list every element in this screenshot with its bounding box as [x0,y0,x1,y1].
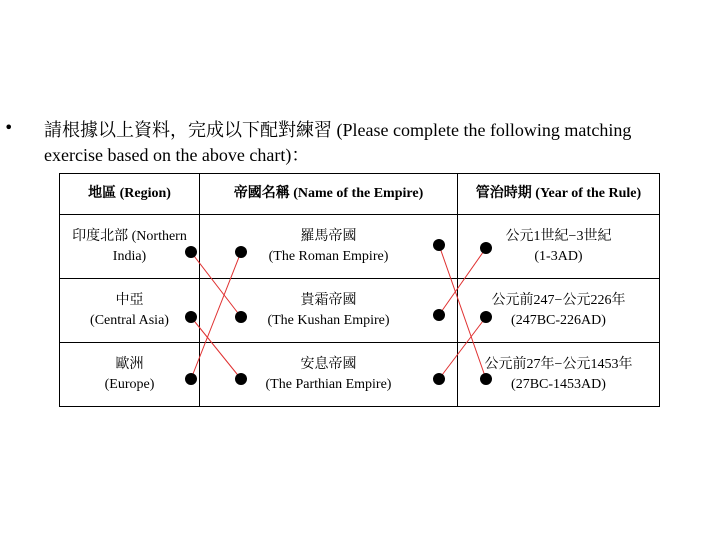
region-cell: 印度北部 (Northern India) [60,215,200,279]
empire-cell: 安息帝國 (The Parthian Empire) [200,343,458,407]
match-dot[interactable] [235,311,247,323]
region-cell: 中亞 (Central Asia) [60,279,200,343]
header-empire-name: 帝國名稱 (Name of the Empire) [200,174,458,215]
years-cell: 公元1世紀−3世紀 (1-3AD) [458,215,660,279]
match-line [191,252,241,379]
match-dot[interactable] [185,246,197,258]
match-line [191,252,241,317]
years-cell: 公元前247−公元226年 (247BC-226AD) [458,279,660,343]
match-dot[interactable] [433,309,445,321]
match-dot[interactable] [185,311,197,323]
match-line [439,245,486,379]
header-rule-years: 管治時期 (Year of the Rule) [458,174,660,215]
match-dot[interactable] [480,373,492,385]
bullet-point: • [4,118,14,137]
match-line [439,248,486,315]
match-line [439,317,486,379]
empire-cell: 貴霜帝國 (The Kushan Empire) [200,279,458,343]
match-dot[interactable] [185,373,197,385]
match-dot[interactable] [480,311,492,323]
match-dot[interactable] [235,373,247,385]
empire-cell: 羅馬帝國 (The Roman Empire) [200,215,458,279]
years-cell: 公元前27年−公元1453年 (27BC-1453AD) [458,343,660,407]
match-dot[interactable] [433,239,445,251]
match-dot[interactable] [480,242,492,254]
region-cell: 歐洲 (Europe) [60,343,200,407]
match-dot[interactable] [235,246,247,258]
match-line [191,317,241,379]
match-dot[interactable] [433,373,445,385]
header-region: 地區 (Region) [60,174,200,215]
instruction-text: 請根據以上資料，完成以下配對練習 (Please complete the following matching exercise based on the above chart)： [44,120,632,165]
